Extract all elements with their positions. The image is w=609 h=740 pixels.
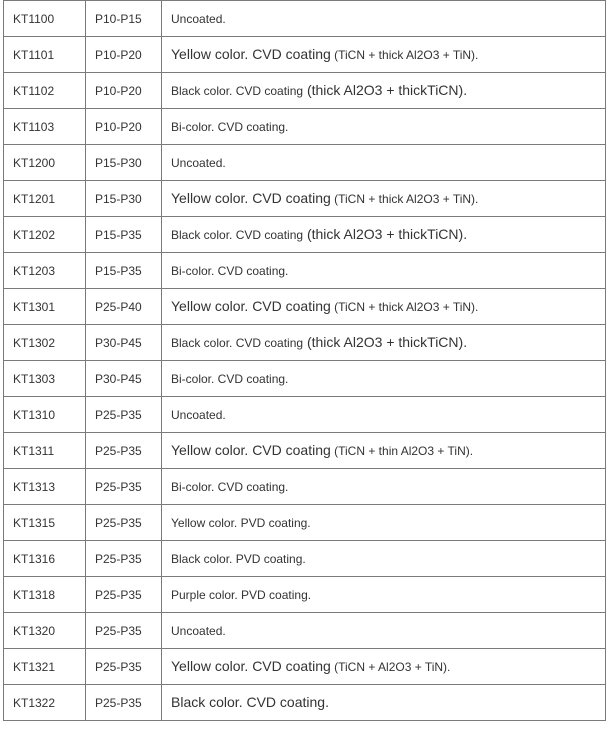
table-row (4, 145, 606, 181)
table-row (4, 361, 606, 397)
grade-cell: KT1310 (4, 397, 86, 433)
description-main: Yellow color. CVD coating (171, 442, 331, 458)
grade-cell: KT1316 (4, 541, 86, 577)
description-main: Yellow color. CVD coating (171, 298, 331, 314)
grade-cell: KT1103 (4, 109, 86, 145)
iso-range-cell: P30-P45 (86, 325, 162, 361)
description-cell (162, 217, 606, 253)
description-detail: (TiCN + thick Al2O3 + TiN). (330, 300, 479, 314)
grade-cell: KT1302 (4, 325, 86, 361)
description-main: Yellow color. CVD coating (171, 658, 331, 674)
description-main: Uncoated. (171, 11, 226, 26)
description-main: Yellow color. CVD coating (171, 190, 331, 206)
description-cell (162, 181, 606, 217)
table-row (4, 73, 606, 109)
description-cell (162, 541, 606, 577)
grade-cell: KT1100 (4, 1, 86, 37)
grade-cell: KT1320 (4, 613, 86, 649)
grade-cell: KT1318 (4, 577, 86, 613)
description-cell (162, 505, 606, 541)
description-cell (162, 73, 606, 109)
grade-table-body (4, 1, 606, 721)
description-cell (162, 685, 606, 721)
table-row (4, 217, 606, 253)
iso-range-cell: P25-P35 (86, 685, 162, 721)
description-main: Black color. CVD coating (171, 336, 304, 350)
description-main: Black color. CVD coating. (171, 694, 329, 710)
description-main: Bi-color. CVD coating. (171, 119, 289, 134)
description-cell (162, 109, 606, 145)
description-main: Uncoated. (171, 623, 226, 638)
iso-range-cell: P10-P20 (86, 37, 162, 73)
iso-range-cell: P30-P45 (86, 361, 162, 397)
description-main: Yellow color. PVD coating. (171, 515, 311, 530)
description-main: Bi-color. CVD coating. (171, 479, 289, 494)
table-row (4, 253, 606, 289)
description-main: Black color. CVD coating (171, 228, 304, 242)
description-detail: (TiCN + thick Al2O3 + TiN). (330, 192, 479, 206)
description-main: Yellow color. CVD coating (171, 46, 331, 62)
description-detail: (TiCN + thin Al2O3 + TiN). (330, 444, 474, 458)
grade-cell: KT1311 (4, 433, 86, 469)
grade-cell: KT1322 (4, 685, 86, 721)
description-cell (162, 37, 606, 73)
description-main: Purple color. PVD coating. (171, 587, 312, 602)
description-detail: (thick Al2O3 + thickTiCN). (303, 226, 468, 242)
grade-cell: KT1321 (4, 649, 86, 685)
description-main: Bi-color. CVD coating. (171, 263, 289, 278)
description-main: Uncoated. (171, 155, 226, 170)
description-cell (162, 469, 606, 505)
description-cell (162, 649, 606, 685)
iso-range-cell: P10-P20 (86, 73, 162, 109)
grade-cell: KT1101 (4, 37, 86, 73)
iso-range-cell: P15-P30 (86, 181, 162, 217)
iso-range-cell: P25-P35 (86, 541, 162, 577)
description-cell (162, 433, 606, 469)
grade-cell: KT1301 (4, 289, 86, 325)
table-row (4, 541, 606, 577)
grade-cell: KT1303 (4, 361, 86, 397)
grade-cell: KT1313 (4, 469, 86, 505)
table-row (4, 433, 606, 469)
table-row (4, 397, 606, 433)
iso-range-cell: P25-P35 (86, 433, 162, 469)
iso-range-cell: P10-P20 (86, 109, 162, 145)
grade-cell: KT1201 (4, 181, 86, 217)
description-detail: (thick Al2O3 + thickTiCN). (303, 334, 468, 350)
table-row (4, 469, 606, 505)
grade-cell: KT1203 (4, 253, 86, 289)
iso-range-cell: P25-P35 (86, 649, 162, 685)
description-main: Black color. CVD coating (171, 84, 304, 98)
table-row (4, 577, 606, 613)
description-cell (162, 253, 606, 289)
grade-cell: KT1102 (4, 73, 86, 109)
iso-range-cell: P15-P35 (86, 217, 162, 253)
table-row (4, 685, 606, 721)
table-row (4, 613, 606, 649)
table-row (4, 181, 606, 217)
table-row (4, 109, 606, 145)
grade-cell: KT1315 (4, 505, 86, 541)
grade-cell: KT1202 (4, 217, 86, 253)
description-cell (162, 145, 606, 181)
table-row (4, 1, 606, 37)
table-row (4, 649, 606, 685)
description-cell (162, 289, 606, 325)
description-cell (162, 577, 606, 613)
description-main: Uncoated. (171, 407, 226, 422)
iso-range-cell: P25-P35 (86, 577, 162, 613)
description-detail: (TiCN + thick Al2O3 + TiN). (330, 48, 479, 62)
table-row (4, 37, 606, 73)
description-detail: (thick Al2O3 + thickTiCN). (303, 82, 468, 98)
description-main: Bi-color. CVD coating. (171, 371, 289, 386)
grade-table (3, 0, 606, 721)
description-cell (162, 397, 606, 433)
iso-range-cell: P25-P35 (86, 505, 162, 541)
table-row (4, 325, 606, 361)
iso-range-cell: P15-P30 (86, 145, 162, 181)
iso-range-cell: P25-P35 (86, 469, 162, 505)
table-row (4, 289, 606, 325)
iso-range-cell: P10-P15 (86, 1, 162, 37)
iso-range-cell: P15-P35 (86, 253, 162, 289)
description-cell (162, 613, 606, 649)
description-cell (162, 325, 606, 361)
description-main: Black color. PVD coating. (171, 551, 306, 566)
grade-cell: KT1200 (4, 145, 86, 181)
description-cell (162, 1, 606, 37)
iso-range-cell: P25-P40 (86, 289, 162, 325)
description-detail: (TiCN + Al2O3 + TiN). (330, 660, 451, 674)
table-row (4, 505, 606, 541)
description-cell (162, 361, 606, 397)
iso-range-cell: P25-P35 (86, 397, 162, 433)
iso-range-cell: P25-P35 (86, 613, 162, 649)
